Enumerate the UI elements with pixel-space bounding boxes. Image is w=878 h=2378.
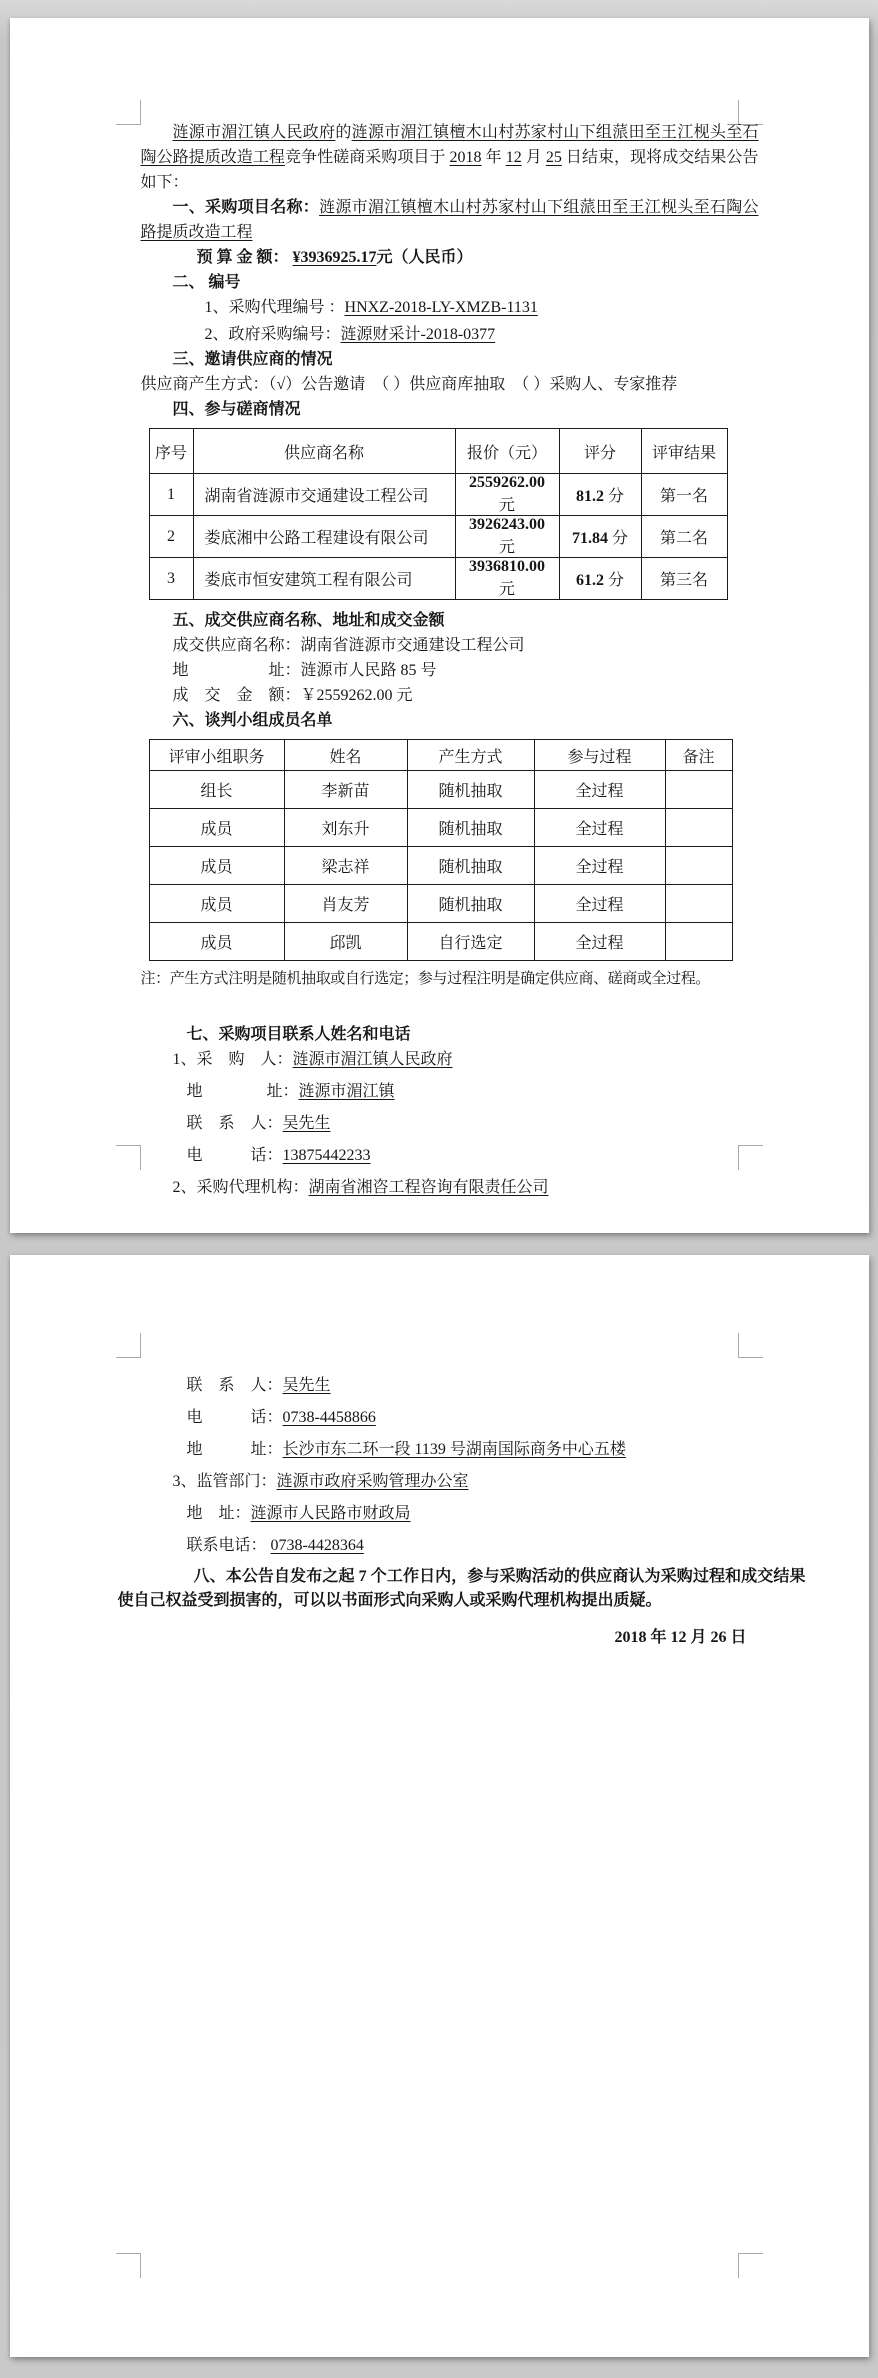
text-run: 组长 bbox=[200, 783, 233, 800]
table-cell bbox=[559, 516, 641, 558]
text-run: 联系电话： bbox=[186, 1537, 271, 1554]
para-budget bbox=[141, 245, 759, 270]
table-cell bbox=[455, 558, 559, 600]
text-run: 电 话： bbox=[186, 1409, 283, 1426]
text-run: 随机抽取 bbox=[438, 897, 503, 914]
text-run: 2018 年 12 月 26 日 bbox=[614, 1629, 747, 1646]
heading-contacts bbox=[141, 1022, 759, 1047]
text-run: 梁志祥 bbox=[321, 859, 370, 876]
text-run: 2 bbox=[167, 527, 175, 545]
text-run: 月 bbox=[521, 149, 546, 166]
table-cell bbox=[284, 885, 407, 923]
table-cell bbox=[665, 885, 732, 923]
table-cell bbox=[149, 885, 284, 923]
document-page-2 bbox=[10, 1255, 869, 2357]
table-cell bbox=[534, 847, 665, 885]
para-agency bbox=[141, 1175, 759, 1200]
text-run: 预 算 金 额： bbox=[196, 249, 293, 266]
table-cell bbox=[149, 847, 284, 885]
text-run: 联 系 人： bbox=[186, 1377, 283, 1394]
heading-numbers bbox=[141, 270, 759, 295]
underlined-field: 涟源市政府采购管理办公室 bbox=[276, 1473, 469, 1490]
table-cell bbox=[284, 809, 407, 847]
text-run: 一、采购项目名称： bbox=[172, 199, 320, 216]
table-header-row bbox=[149, 429, 727, 474]
text-run: 全过程 bbox=[575, 859, 624, 876]
text-run: 第二名 bbox=[659, 530, 708, 547]
para-regulator bbox=[141, 1469, 759, 1494]
text-run: 3、监管部门： bbox=[172, 1473, 277, 1490]
underlined-field: 涟源市湄江镇 bbox=[298, 1083, 395, 1100]
para-gov-number bbox=[141, 322, 759, 347]
table-cell bbox=[665, 923, 732, 961]
heading-winner bbox=[141, 608, 759, 633]
text-run: 地 址： bbox=[186, 1505, 251, 1522]
text-run: 全过程 bbox=[575, 821, 624, 838]
underlined-field: 吴先生 bbox=[282, 1377, 331, 1394]
column-header: 评分 bbox=[559, 429, 641, 474]
table-cell bbox=[534, 771, 665, 809]
text-run: 自行选定 bbox=[438, 935, 503, 952]
text-run: 第一名 bbox=[659, 488, 708, 505]
text-run: 2、政府采购编号： bbox=[204, 326, 341, 343]
para-purchaser-address bbox=[141, 1079, 759, 1104]
text-run: 李新苗 bbox=[321, 783, 370, 800]
table-row bbox=[149, 558, 727, 600]
table-cell bbox=[665, 847, 732, 885]
document-page-1 bbox=[10, 18, 869, 1233]
text-run: 三、邀请供应商的情况 bbox=[172, 351, 333, 368]
table-cell bbox=[193, 516, 455, 558]
para-agency-phone bbox=[141, 1405, 759, 1430]
underlined-field: 涟源财采计-2018-0377 bbox=[340, 326, 496, 343]
table-cell bbox=[665, 809, 732, 847]
para-supplier-method bbox=[141, 372, 759, 397]
para-project-name bbox=[141, 195, 759, 245]
para-note bbox=[141, 967, 759, 992]
underlined-field: 吴先生 bbox=[282, 1115, 331, 1132]
column-header: 序号 bbox=[149, 429, 193, 474]
text-run: 刘东升 bbox=[321, 821, 370, 838]
table-cell bbox=[149, 516, 193, 558]
text-run: 61.2 bbox=[575, 572, 604, 589]
text-run: 全过程 bbox=[575, 935, 624, 952]
text-run: 元 bbox=[498, 581, 515, 598]
text-run: 竞争性磋商采购项目于 bbox=[284, 149, 450, 166]
table-cell bbox=[284, 847, 407, 885]
text-run: 供应商产生方式：（√）公告邀请 （ ）供应商库抽取 （ ）采购人、专家推荐 bbox=[140, 376, 678, 393]
table-cell bbox=[407, 771, 534, 809]
page-2-content bbox=[117, 1373, 806, 1650]
para-intro bbox=[141, 120, 759, 195]
text-run: 的 bbox=[335, 124, 352, 141]
text-run: 分 bbox=[607, 530, 628, 547]
text-run: 71.84 bbox=[571, 530, 608, 547]
text-run: 分 bbox=[603, 488, 624, 505]
table-cell bbox=[455, 516, 559, 558]
column-header: 评审结果 bbox=[641, 429, 727, 474]
text-run: 注：产生方式注明是随机抽取或自行选定；参与过程注明是确定供应商、磋商或全过程。 bbox=[140, 971, 710, 987]
table-cell bbox=[149, 809, 284, 847]
para-objection bbox=[118, 1565, 806, 1613]
text-run: 元 bbox=[498, 497, 515, 514]
column-header: 评审小组职务 bbox=[149, 740, 284, 771]
para-agency-contact bbox=[141, 1373, 759, 1398]
para-date bbox=[141, 1625, 747, 1650]
para-purchaser-contact bbox=[141, 1111, 759, 1136]
text-run: 四、参与磋商情况 bbox=[172, 401, 301, 418]
text-run: 六、谈判小组成员名单 bbox=[172, 712, 333, 729]
table-row bbox=[149, 885, 732, 923]
text-run: 成员 bbox=[200, 859, 233, 876]
para-agency-address bbox=[141, 1437, 759, 1462]
suppliers-table bbox=[149, 428, 728, 600]
text-run: 成 交 金 额：￥2559262.00 元 bbox=[172, 687, 413, 704]
text-run: 七、采购项目联系人姓名和电话 bbox=[186, 1026, 411, 1043]
table-cell bbox=[534, 809, 665, 847]
underlined-field: 长沙市东二环一段 1139 号湖南国际商务中心五楼 bbox=[282, 1441, 626, 1458]
heading-invitation bbox=[141, 347, 759, 372]
page-1-content bbox=[141, 120, 759, 1207]
text-run: 3936810.00 bbox=[469, 558, 545, 575]
para-purchaser bbox=[141, 1047, 759, 1072]
text-run: 娄底市恒安建筑工程有限公司 bbox=[204, 572, 413, 589]
underlined-field: 13875442233 bbox=[282, 1147, 371, 1164]
table-cell bbox=[149, 474, 193, 516]
text-run: 五、成交供应商名称、地址和成交金额 bbox=[172, 612, 445, 629]
table-cell bbox=[407, 809, 534, 847]
table-cell bbox=[641, 558, 727, 600]
table-cell bbox=[284, 771, 407, 809]
table-cell bbox=[534, 923, 665, 961]
table-cell bbox=[559, 558, 641, 600]
text-run: 第三名 bbox=[659, 572, 708, 589]
text-run: 81.2 bbox=[575, 488, 604, 505]
text-run: 成员 bbox=[200, 821, 233, 838]
column-header: 参与过程 bbox=[534, 740, 665, 771]
text-run: 分 bbox=[603, 572, 624, 589]
text-run: 二、 编号 bbox=[172, 274, 241, 291]
table-cell bbox=[407, 885, 534, 923]
underlined-field: 涟源市湄江镇人民政府 bbox=[172, 124, 336, 141]
table-row bbox=[149, 771, 732, 809]
text-run: 2559262.00 bbox=[469, 474, 545, 491]
margin-mark-top-left bbox=[116, 100, 141, 125]
text-run: 邱凯 bbox=[329, 935, 362, 952]
text-run: 1、采购代理编号 ： bbox=[204, 299, 345, 316]
text-run: 地 址： bbox=[186, 1083, 299, 1100]
table-cell bbox=[193, 558, 455, 600]
underlined-field: 湖南省湘咨工程咨询有限责任公司 bbox=[308, 1179, 549, 1196]
text-run: 1、采 购 人： bbox=[172, 1051, 293, 1068]
underlined-field: 2018 bbox=[449, 149, 482, 166]
table-cell bbox=[455, 474, 559, 516]
margin-mark-bottom-left bbox=[116, 2253, 141, 2278]
table-cell bbox=[534, 885, 665, 923]
underlined-field: 涟源市人民路市财政局 bbox=[250, 1505, 411, 1522]
para-regulator-address bbox=[141, 1501, 759, 1526]
column-header: 姓名 bbox=[284, 740, 407, 771]
table-cell bbox=[407, 847, 534, 885]
text-run: 随机抽取 bbox=[438, 783, 503, 800]
para-winner-name bbox=[141, 633, 759, 658]
underlined-field: 0738-4458866 bbox=[282, 1409, 376, 1426]
text-run: 湖南省涟源市交通建设工程公司 bbox=[204, 488, 429, 505]
text-run: 日结束，现将成交结果公告如下： bbox=[140, 149, 759, 191]
underlined-field: ¥3936925.17 bbox=[292, 249, 377, 266]
table-row bbox=[149, 474, 727, 516]
text-run: 联 系 人： bbox=[186, 1115, 283, 1132]
margin-mark-bottom-right bbox=[738, 2253, 763, 2278]
table-row bbox=[149, 809, 732, 847]
underlined-field: HNXZ-2018-LY-XMZB-1131 bbox=[344, 299, 538, 316]
text-run: 全过程 bbox=[575, 783, 624, 800]
text-run: 成员 bbox=[200, 935, 233, 952]
text-run: 全过程 bbox=[575, 897, 624, 914]
table-cell bbox=[149, 558, 193, 600]
underlined-field: 涟源市湄江镇檀木山村苏家村山下组蒎田至王江枧头至石陶公路提质改造工程 bbox=[140, 199, 759, 241]
panel-table bbox=[149, 739, 733, 961]
text-run: 随机抽取 bbox=[438, 859, 503, 876]
underlined-field: 25 bbox=[545, 149, 562, 166]
table-row bbox=[149, 516, 727, 558]
margin-mark-top-right bbox=[738, 1333, 763, 1358]
text-run: 肖友芳 bbox=[321, 897, 370, 914]
table-row bbox=[149, 847, 732, 885]
margin-mark-bottom-left bbox=[116, 1145, 141, 1170]
para-purchaser-phone bbox=[141, 1143, 759, 1168]
table-cell bbox=[641, 516, 727, 558]
text-run: 地 址： bbox=[186, 1441, 283, 1458]
column-header: 备注 bbox=[665, 740, 732, 771]
table-cell bbox=[149, 771, 284, 809]
para-winner-amount bbox=[141, 683, 759, 708]
column-header: 产生方式 bbox=[407, 740, 534, 771]
table-cell bbox=[284, 923, 407, 961]
para-regulator-phone bbox=[141, 1533, 759, 1558]
text-run: 3 bbox=[167, 569, 175, 587]
text-run: 1 bbox=[167, 485, 175, 503]
text-run: 年 bbox=[481, 149, 506, 166]
table-cell bbox=[407, 923, 534, 961]
text-run: 元（人民币） bbox=[376, 249, 473, 266]
table-cell bbox=[193, 474, 455, 516]
para-winner-address bbox=[141, 658, 759, 683]
text-run: 2、采购代理机构： bbox=[172, 1179, 309, 1196]
table-cell bbox=[559, 474, 641, 516]
text-run: 元 bbox=[498, 539, 515, 556]
text-run: 成交供应商名称：湖南省涟源市交通建设工程公司 bbox=[172, 637, 525, 654]
text-run: 地 址：涟源市人民路 85 号 bbox=[172, 662, 437, 679]
text-run: 娄底湘中公路工程建设有限公司 bbox=[204, 530, 429, 547]
table-cell bbox=[665, 771, 732, 809]
underlined-field: 涟源市湄江镇人民政府 bbox=[292, 1051, 453, 1068]
text-run: 电 话： bbox=[186, 1147, 283, 1164]
column-header: 报价（元） bbox=[455, 429, 559, 474]
underlined-field: 12 bbox=[505, 149, 522, 166]
text-run: 3926243.00 bbox=[469, 516, 545, 533]
underlined-field: 0738-4428364 bbox=[270, 1537, 364, 1554]
text-run: 八、本公告自发布之起 7 个工作日内，参与采购活动的供应商认为采购过程和成交结果使自己权益受到损害的，可以以书面形式向采购人或采购代理机构提出质疑。 bbox=[117, 1568, 806, 1609]
para-agency-number bbox=[141, 295, 759, 320]
table-row bbox=[149, 923, 732, 961]
table-cell bbox=[641, 474, 727, 516]
text-run: 随机抽取 bbox=[438, 821, 503, 838]
table-cell bbox=[149, 923, 284, 961]
column-header: 供应商名称 bbox=[193, 429, 455, 474]
table-header-row bbox=[149, 740, 732, 771]
underlined-field: 涟源市湄江镇檀木山村苏家村山下组蒎田至王江枧头至石陶公路提质改造工程 bbox=[140, 124, 759, 166]
heading-panel bbox=[141, 708, 759, 733]
text-run: 成员 bbox=[200, 897, 233, 914]
heading-participation bbox=[141, 397, 759, 422]
margin-mark-top-left bbox=[116, 1333, 141, 1358]
